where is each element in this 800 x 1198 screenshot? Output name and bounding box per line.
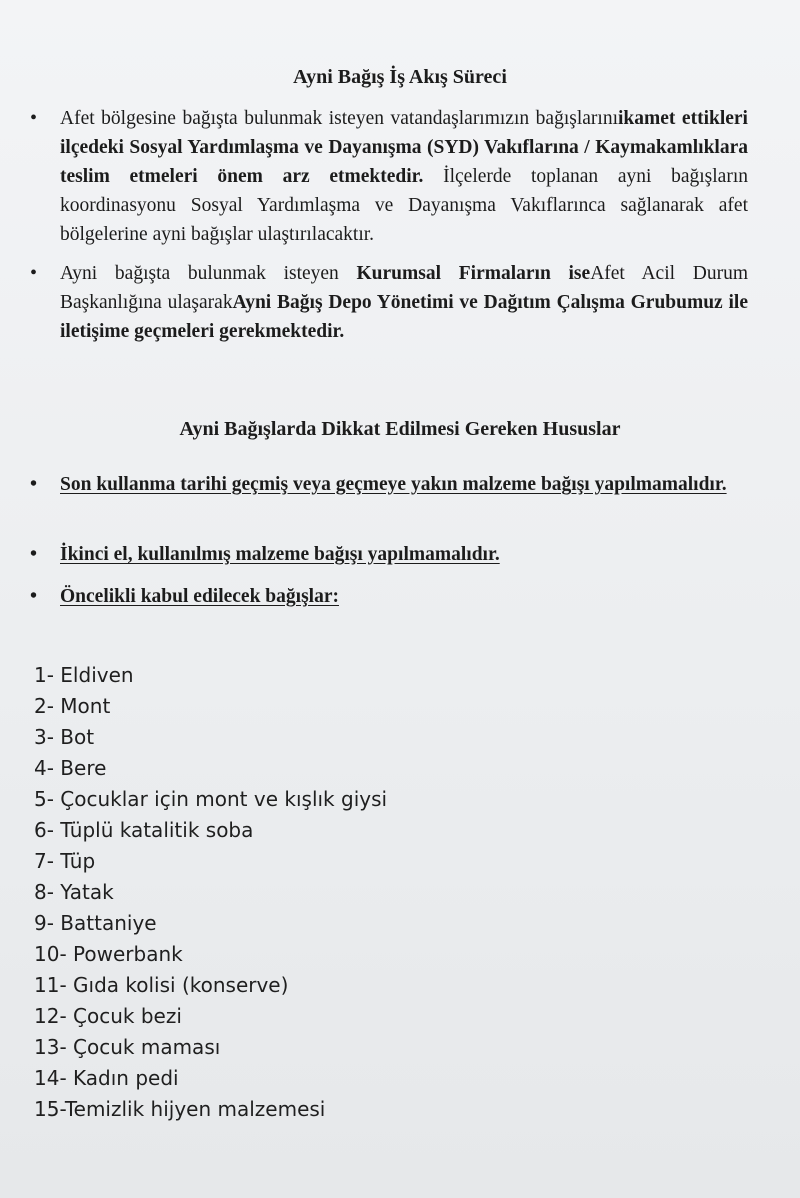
section-title-considerations: Ayni Bağışlarda Dikkat Edilmesi Gereken Hususlar <box>179 418 621 440</box>
bullet-expiry-warning: • Son kullanma tarihi geçmiş veya geçmeye yakın malzeme bağışı yapılmamalıdır. <box>60 470 748 499</box>
bullet-corporate-firms <box>60 259 748 346</box>
list-item: 1- Eldiven <box>34 663 134 687</box>
list-item: 8- Yatak <box>34 880 114 904</box>
list-item: 2- Mont <box>34 694 111 718</box>
bullet-bold-text: Kurumsal Firmaların ise <box>356 263 591 284</box>
bullet-text: Ayni bağışta bulunmak isteyen <box>60 263 357 284</box>
list-item: 4- Bere <box>34 756 107 780</box>
bullet-text: Afet Acil Durum Başkanlığına ulaşarak <box>60 263 748 313</box>
list-item: 3- Bot <box>34 725 95 749</box>
list-item: 10- Powerbank <box>34 942 183 966</box>
list-item: 13- Çocuk maması <box>34 1035 221 1059</box>
bullet-text: Afet bölgesine bağışta bulunmak isteyen vatandaşlarımızın bağışlarını <box>60 108 618 129</box>
bullet-donation-delivery <box>60 104 748 249</box>
list-item: 9- Battaniye <box>34 911 157 935</box>
list-item: 7- Tüp <box>34 849 96 873</box>
list-item: 6- Tüplü katalitik soba <box>34 818 254 842</box>
list-item: 14- Kadın pedi <box>34 1066 179 1090</box>
list-item: 11- Gıda kolisi (konserve) <box>34 973 289 997</box>
priority-donation-list <box>34 660 387 1125</box>
list-item: 5- Çocuklar için mont ve kışlık giysi <box>34 787 388 811</box>
bullet-text: İlçelerde toplanan ayni bağışların koordinasyonu Sosyal Yardımlaşma ve Dayanışma Vakıflarınca sağlanarak afet bölgelerine ayni bağışlar ulaştırılacaktır. <box>60 166 749 245</box>
list-item: 15-Temizlik hijyen malzemesi <box>34 1097 326 1121</box>
bullet-second-hand-warning: • İkinci el, kullanılmış malzeme bağışı yapılmamalıdır. <box>60 540 748 569</box>
bullet-priority-heading: • Öncelikli kabul edilecek bağışlar: <box>60 582 748 611</box>
section-title-work-flow: Ayni Bağış İş Akış Süreci <box>293 66 507 88</box>
bullet-bold-text: Ayni Bağış Depo Yönetimi ve Dağıtım Çalışma Grubumuz ile iletişime geçmeleri gerekmektedir. <box>60 292 749 342</box>
list-item: 12- Çocuk bezi <box>34 1004 182 1028</box>
bullet-bold-text: ikamet ettikleri ilçedeki Sosyal Yardımlaşma ve Dayanışma (SYD) Vakıflarına / Kaymakamlıklara teslim etmeleri önem arz etmektedir. <box>60 108 748 187</box>
